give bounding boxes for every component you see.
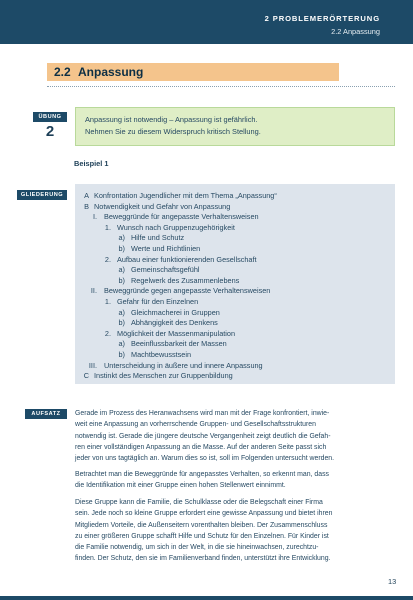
exercise-tag: ÜBUNG	[33, 112, 67, 122]
outline-marker: II.	[90, 286, 97, 296]
outline-tag: GLIEDERUNG	[17, 190, 67, 200]
outline-marker: a)	[118, 265, 125, 275]
outline-marker: b)	[118, 275, 125, 285]
essay-line: die Familie notwendig, um sich in der Welt, in die sie hineinwachsen, zurechtzu-	[75, 544, 319, 552]
outline-text: Abhängigkeit des Denkens	[131, 318, 218, 328]
outline-marker: 1.	[104, 297, 111, 306]
running-header	[0, 0, 413, 44]
title-divider	[47, 86, 395, 87]
page-number: 13	[388, 577, 397, 586]
outline-marker: A	[84, 191, 89, 200]
outline-text: Beweggründe gegen angepasste Verhaltensweisen	[104, 286, 271, 296]
outline-text: Hilfe und Schutz	[131, 233, 185, 243]
outline-text: Wunsch nach Gruppenzugehörigkeit	[117, 222, 235, 232]
outline-marker: C	[83, 371, 89, 381]
outline-marker: b)	[118, 244, 125, 253]
section-heading	[47, 63, 339, 81]
exercise-line: Anpassung ist notwendig – Anpassung ist gefährlich.	[85, 115, 258, 124]
outline-text: Gleichmacherei in Gruppen	[131, 307, 220, 317]
chapter-title: 2 PROBLEMERÖRTERUNG	[264, 14, 380, 23]
outline-text: Gefahr für den Einzelnen	[117, 297, 199, 306]
outline-marker: a)	[118, 339, 125, 349]
essay-line: die Identifikation mit einer Gruppe einen hohen Stellenwert einnimmt.	[75, 482, 286, 490]
outline-text: Beeinflussbarkeit der Massen	[131, 339, 227, 349]
outline-marker: 1.	[104, 222, 111, 232]
exercise-text	[85, 114, 385, 138]
essay-line: sein. Jede noch so kleine Gruppe erfordert eine gewisse Anpassung und bietet ihren	[75, 510, 333, 518]
outline-text: Konfrontation Jugendlicher mit dem Thema „Anpassung“	[94, 191, 277, 200]
outline-text: Gemeinschaftsgefühl	[131, 265, 200, 275]
outline-marker: 2.	[104, 328, 111, 338]
outline-marker: I.	[92, 212, 97, 222]
essay-paragraph	[75, 497, 395, 565]
essay-line: Mitgliedern Vorteile, die Außenseitern vorenthalten bleiben. Der Zusammenschluss	[75, 521, 328, 529]
outline-text: Machtbewusstsein	[131, 350, 192, 359]
outline-text: Beweggründe für angepasste Verhaltensweisen	[104, 212, 259, 222]
exercise-line: Nehmen Sie zu diesem Widerspruch kritisch Stellung.	[85, 127, 261, 136]
essay-tag: AUFSATZ	[25, 409, 67, 419]
outline-marker: a)	[118, 233, 125, 243]
outline-text: Instinkt des Menschen zur Gruppenbildung	[94, 371, 233, 381]
outline-marker: 2.	[104, 254, 111, 264]
outline-text: Unterscheidung in äußere und innere Anpassung	[104, 360, 263, 370]
outline-marker: b)	[118, 318, 125, 328]
essay-line: Gerade im Prozess des Heranwachsens wird man mit der Frage konfrontiert, inwie-	[75, 410, 330, 417]
outline-marker: B	[84, 201, 89, 211]
outline-text: Aufbau einer funktionierenden Gesellschaft	[117, 254, 257, 264]
essay-paragraph	[75, 469, 395, 492]
essay-paragraph	[75, 408, 395, 464]
essay-line: ren einer vollständigen Anpassung an die Masse. Auf der anderen Seite passt sich	[75, 443, 327, 451]
essay-line: notwendig ist. Gerade die jüngere deutsche Vergangenheit zeigt deutlich die Gefah-	[75, 432, 331, 440]
outline-text: Werte und Richtlinien	[131, 244, 201, 253]
section-number: 2.2	[54, 65, 71, 79]
outline-marker: b)	[118, 350, 125, 359]
exercise-box	[75, 107, 395, 146]
bottom-border	[0, 596, 413, 600]
essay-line: Diese Gruppe kann die Familie, die Schulklasse oder die Belegschaft einer Firma	[75, 499, 323, 506]
outline-text: Möglichkeit der Massenmanipulation	[117, 328, 236, 338]
exercise-number: 2	[45, 123, 55, 140]
section-title: Anpassung	[78, 65, 144, 79]
section-subtitle: 2.2 Anpassung	[331, 27, 380, 36]
essay-line: finden. Der Schutz, den sie im Familienverband finden, unterstützt ihre Entwicklung.	[75, 555, 331, 563]
outline-marker: a)	[118, 307, 125, 317]
essay-line: zu einer größeren Gruppe schafft Hilfe und Schutz für den Einzelnen. Für Kinder ist	[75, 532, 329, 540]
outline-text: Notwendigkeit und Gefahr von Anpassung	[94, 201, 231, 211]
outline-marker: III.	[88, 360, 97, 370]
essay-line: Betrachtet man die Beweggründe für angepasstes Verhalten, so erkennt man, dass	[75, 471, 329, 478]
essay-line: jeder von uns tagtäglich an. Warum dies so ist, soll im Folgenden untersucht werden.	[75, 455, 335, 463]
example-label: Beispiel 1	[74, 159, 109, 168]
example-label-bar	[68, 158, 395, 170]
outline-text: Regelwerk des Zusammenlebens	[131, 275, 240, 285]
essay-line: weit eine Anpassung an vorherrschende Gruppen- und Gesellschaftsstrukturen	[75, 421, 316, 429]
outline-box	[75, 184, 395, 384]
